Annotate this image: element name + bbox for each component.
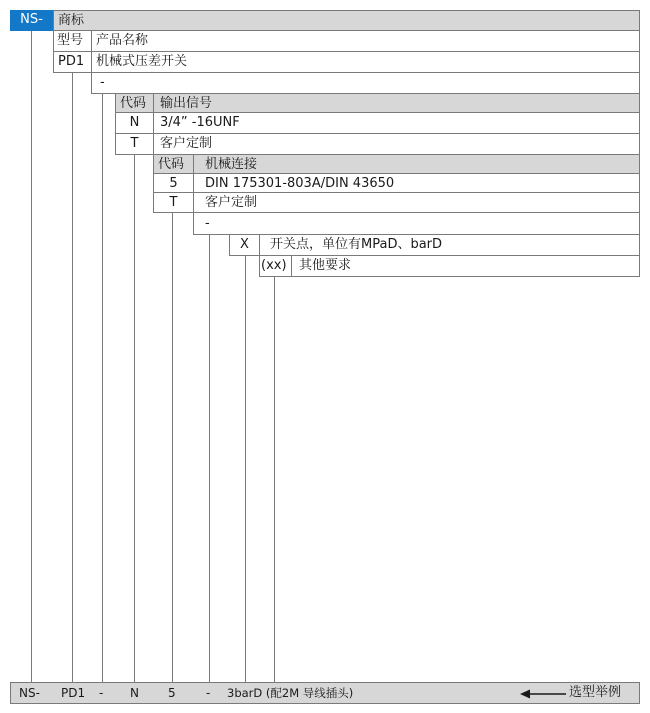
other-row-divider [291, 256, 292, 277]
mech-row-t-divider [193, 193, 194, 213]
trademark-header [53, 10, 640, 31]
other-code: (xx) [261, 258, 287, 273]
arrow-left-icon [520, 688, 566, 700]
leader-line-brand [31, 31, 32, 682]
mech-desc-5: DIN 175301-803A/DIN 43650 [205, 176, 395, 191]
switch-row-divider [259, 235, 260, 256]
signal-header-divider [153, 94, 154, 113]
dash-1: - [100, 75, 105, 90]
example-part-model: PD1 [61, 686, 86, 700]
leader-line-model [72, 73, 73, 682]
signal-row-t-divider [153, 134, 154, 155]
mech-code-t: T [169, 195, 178, 210]
example-part-switch: 3barD (配2M 导线插头) [227, 686, 354, 700]
mech-header-desc: 机械连接 [205, 157, 258, 172]
leader-line-other [274, 277, 275, 682]
model-header-code: 型号 [57, 33, 84, 48]
dash-2: - [205, 216, 210, 231]
model-code: PD1 [58, 54, 85, 69]
switch-desc: 开关点，单位有MPaD、barD [270, 237, 443, 252]
model-desc: 机械式压差开关 [96, 54, 188, 69]
signal-header-code: 代码 [120, 96, 147, 111]
mech-row-5-divider [193, 174, 194, 193]
dash-row-2 [193, 213, 640, 235]
mech-code-5: 5 [169, 176, 178, 191]
example-part-dash-2: - [206, 686, 211, 700]
leader-line-mech [172, 213, 173, 682]
example-label: 选型举例 [569, 685, 622, 700]
dash-row-1 [91, 73, 640, 94]
mech-header-divider [193, 155, 194, 174]
model-header-desc: 产品名称 [96, 33, 149, 48]
mech-header-code: 代码 [158, 157, 185, 172]
other-desc: 其他要求 [299, 258, 352, 273]
signal-row-n-divider [153, 113, 154, 134]
brand-code-cell: NS- [10, 10, 53, 31]
example-part-dash-1: - [99, 686, 104, 700]
signal-desc-t: 客户定制 [160, 136, 213, 151]
leader-line-switch [245, 256, 246, 682]
mech-desc-t: 客户定制 [205, 195, 258, 210]
signal-desc-n: 3/4” -16UNF [160, 115, 240, 130]
leader-line-dash-1 [102, 94, 103, 682]
trademark-label: 商标 [58, 13, 85, 28]
signal-code-n: N [129, 115, 140, 130]
leader-line-signal [134, 155, 135, 682]
switch-code: X [240, 237, 249, 252]
signal-code-t: T [130, 136, 139, 151]
example-part-signal: N [130, 686, 139, 700]
model-header-divider [91, 31, 92, 52]
example-part-mech: 5 [168, 686, 176, 700]
example-part-brand: NS- [19, 686, 40, 700]
model-row-divider [91, 52, 92, 73]
signal-header-desc: 输出信号 [160, 96, 213, 111]
leader-line-dash-2 [209, 235, 210, 682]
